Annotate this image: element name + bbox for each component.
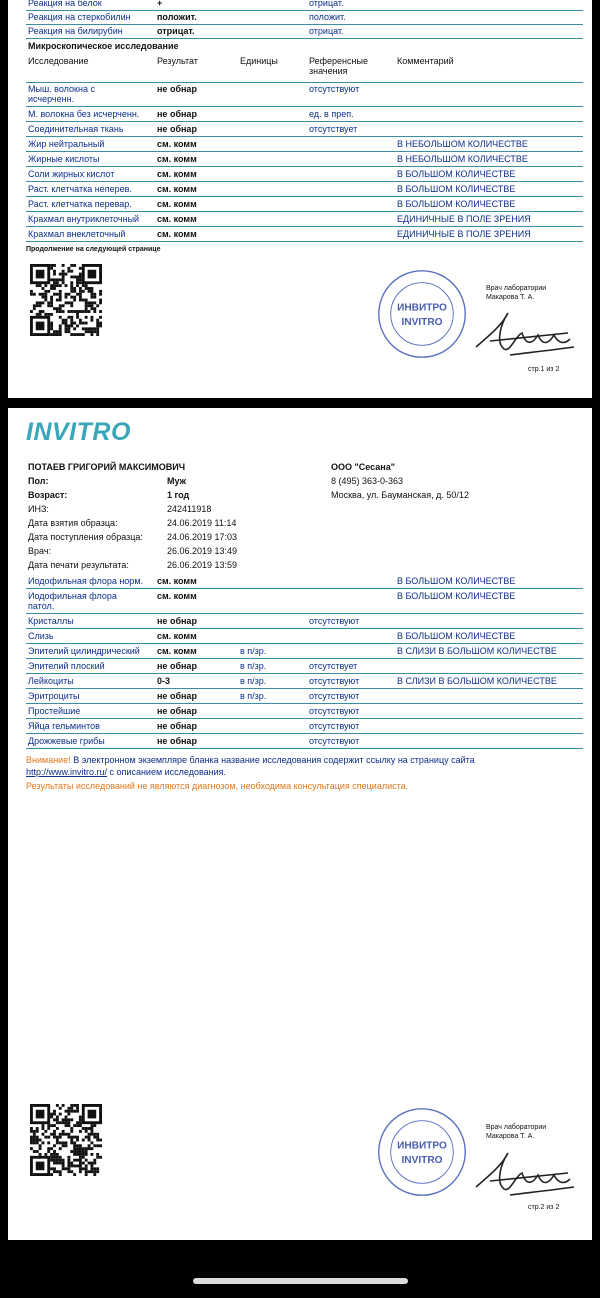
table-row (26, 644, 583, 659)
header-ref-2: значения (309, 66, 348, 76)
row-name: Реакция на белок (28, 0, 102, 8)
invitro-logo: INVITRO (26, 418, 131, 446)
qr-code (30, 1104, 102, 1176)
header-name: Исследование (28, 56, 89, 66)
signature-image (470, 305, 580, 360)
table-row (26, 152, 583, 167)
row-name: Соли жирных кислот (28, 169, 115, 179)
row-name: Слизь (28, 631, 54, 641)
row-comment: ЕДИНИЧНЫЕ В ПОЛЕ ЗРЕНИЯ (397, 229, 531, 239)
row-comment: В СЛИЗИ В БОЛЬШОМ КОЛИЧЕСТВЕ (397, 646, 557, 656)
row-name: М. волокна без исчерченн. (28, 109, 140, 119)
table-row (26, 182, 583, 197)
row-comment: В БОЛЬШОМ КОЛИЧЕСТВЕ (397, 576, 516, 586)
row-name: Соединительная ткань (28, 124, 124, 134)
table-row (26, 614, 583, 629)
continued-note: Продолжение на следующей странице (26, 246, 161, 253)
field-label: Пол: (28, 476, 49, 486)
row-comment: В СЛИЗИ В БОЛЬШОМ КОЛИЧЕСТВЕ (397, 676, 557, 686)
note-attention: Внимание! (26, 755, 71, 765)
header-ref: Референсные (309, 56, 368, 66)
doctor-label: Врач лаборатории (486, 285, 547, 292)
row-ref: ед. в преп. (309, 109, 354, 119)
svg-text:INVITRO: INVITRO (401, 1155, 443, 1167)
field-value: 242411918 (167, 504, 212, 514)
row-result: + (157, 0, 163, 8)
table-row (26, 659, 583, 674)
header-units: Единицы (240, 56, 278, 66)
svg-text:ИНВИТРО: ИНВИТРО (397, 1140, 447, 1152)
field-value: 26.06.2019 13:59 (167, 560, 238, 570)
row-name: Реакция на билирубин (28, 26, 123, 36)
table-row (26, 227, 583, 242)
table-row (26, 122, 583, 137)
row-name: Лейкоциты (28, 676, 74, 686)
home-indicator[interactable] (193, 1278, 408, 1284)
row-result: см. комм (157, 214, 197, 224)
row-ref: отсутствуют (309, 676, 360, 686)
patient-name: ПОТАЕВ ГРИГОРИЙ МАКСИМОВИЧ (28, 462, 186, 472)
row-ref: отсутствуют (309, 84, 360, 94)
row-result: не обнар (157, 736, 197, 746)
row-name-cont: исчерченн. (28, 94, 75, 104)
table-row (26, 197, 583, 212)
row-name: Жирные кислоты (28, 154, 100, 164)
table-row (26, 689, 583, 704)
row-result: см. комм (157, 576, 197, 586)
row-name: Крахмал внеклеточный (28, 229, 126, 239)
row-units: в п/зр. (240, 646, 267, 656)
row-result: отрицат. (157, 26, 195, 36)
invitro-link[interactable]: http://www.invitro.ru/ (26, 767, 108, 777)
doctor-name: Макарова Т. А. (486, 294, 535, 301)
row-ref: отсутствуют (309, 616, 360, 626)
row-comment: ЕДИНИЧНЫЕ В ПОЛЕ ЗРЕНИЯ (397, 214, 531, 224)
row-result: не обнар (157, 706, 197, 716)
disclaimer: Результаты исследований не являются диагнозом, необходима консультация специалиста. (26, 781, 409, 791)
row-name: Иодофильная флора норм. (28, 576, 144, 586)
table-row (26, 734, 583, 749)
row-result: положит. (157, 12, 197, 22)
row-comment: В БОЛЬШОМ КОЛИЧЕСТВЕ (397, 591, 516, 601)
row-name: Раст. клетчатка перевар. (28, 199, 132, 209)
svg-text:ИНВИТРО: ИНВИТРО (397, 302, 447, 314)
row-result: см. комм (157, 184, 197, 194)
row-name: Раст. клетчатка неперев. (28, 184, 132, 194)
row-result: см. комм (157, 591, 197, 601)
field-value: 24.06.2019 11:14 (167, 518, 237, 528)
table-row (26, 107, 583, 122)
row-result: см. комм (157, 631, 197, 641)
report-page-1 (8, 0, 592, 398)
table-row (26, 674, 583, 689)
row-units: в п/зр. (240, 676, 267, 686)
doctor-label: Врач лаборатории (486, 1124, 547, 1131)
field-value: 1 год (167, 490, 190, 500)
row-ref: отрицат. (309, 0, 344, 8)
org-address: Москва, ул. Бауманская, д. 50/12 (331, 490, 469, 500)
table-row (26, 704, 583, 719)
org-name: ООО "Сесана" (331, 462, 395, 472)
row-name-cont: патол. (28, 601, 55, 611)
row-result: не обнар (157, 109, 197, 119)
row-result: не обнар (157, 84, 197, 94)
table-row (26, 24, 583, 39)
row-name: Яйца гельминтов (28, 721, 100, 731)
lab-stamp (376, 268, 468, 360)
row-ref: положит. (309, 12, 346, 22)
row-name: Дрожжевые грибы (28, 736, 105, 746)
row-name: Жир нейтральный (28, 139, 105, 149)
row-name: Иодофильная флора (28, 591, 117, 601)
lab-stamp (376, 1106, 468, 1198)
field-label: Дата поступления образца: (28, 532, 143, 542)
doctor-name: Макарова Т. А. (486, 1133, 535, 1140)
field-label: Дата печати результата: (28, 560, 129, 570)
row-name: Эпителий плоский (28, 661, 105, 671)
row-name: Эритроциты (28, 691, 80, 701)
row-name: Мыш. волокна с (28, 84, 95, 94)
row-result: не обнар (157, 124, 197, 134)
section-title: Микроскопическое исследование (28, 41, 179, 51)
page-number: стр.1 из 2 (528, 366, 560, 373)
row-name: Эпителий цилиндрический (28, 646, 140, 656)
row-result: см. комм (157, 229, 197, 239)
row-result: см. комм (157, 646, 197, 656)
row-result: см. комм (157, 199, 197, 209)
row-ref: отсутствует (309, 661, 358, 671)
table-row (26, 589, 583, 614)
table-row (26, 574, 583, 589)
svg-text:INVITRO: INVITRO (401, 317, 443, 329)
table-row (26, 167, 583, 182)
field-label: Врач: (28, 546, 52, 556)
table-row (26, 719, 583, 734)
field-value: 24.06.2019 17:03 (167, 532, 238, 542)
table-row (26, 82, 583, 107)
row-ref: отсутствуют (309, 706, 360, 716)
row-units: в п/зр. (240, 661, 267, 671)
field-value: 26.06.2019 13:49 (167, 546, 238, 556)
row-ref: отсутствует (309, 124, 358, 134)
row-comment: В БОЛЬШОМ КОЛИЧЕСТВЕ (397, 169, 516, 179)
report-page-2 (8, 408, 592, 1240)
org-phone: 8 (495) 363-0-363 (331, 476, 404, 486)
row-result: не обнар (157, 616, 197, 626)
row-comment: В БОЛЬШОМ КОЛИЧЕСТВЕ (397, 184, 516, 194)
field-value: Муж (167, 476, 186, 486)
row-units: в п/зр. (240, 691, 267, 701)
table-row (26, 10, 583, 25)
row-comment: В НЕБОЛЬШОМ КОЛИЧЕСТВЕ (397, 154, 528, 164)
row-result: см. комм (157, 169, 197, 179)
row-ref: отсутствуют (309, 691, 360, 701)
row-ref: отсутствуют (309, 736, 360, 746)
field-label: Дата взятия образца: (28, 518, 118, 528)
row-comment: В БОЛЬШОМ КОЛИЧЕСТВЕ (397, 199, 516, 209)
header-comment: Комментарий (397, 56, 454, 66)
signature-image (470, 1145, 580, 1200)
row-comment: В БОЛЬШОМ КОЛИЧЕСТВЕ (397, 631, 516, 641)
table-header (26, 54, 583, 83)
note-text: В электронном экземпляре бланка название исследования содержит ссылку на страницу сайта (70, 755, 475, 765)
electronic-note (26, 754, 475, 778)
row-result: см. комм (157, 154, 197, 164)
row-ref: отсутствуют (309, 721, 360, 731)
field-label: Возраст: (28, 490, 68, 500)
qr-code (30, 264, 102, 336)
page-number: стр.2 из 2 (528, 1204, 560, 1211)
row-comment: В НЕБОЛЬШОМ КОЛИЧЕСТВЕ (397, 139, 528, 149)
row-result: не обнар (157, 691, 197, 701)
row-result: не обнар (157, 721, 197, 731)
row-result: 0-3 (157, 676, 171, 686)
row-result: см. комм (157, 139, 197, 149)
row-name: Простейшие (28, 706, 81, 716)
row-name: Кристаллы (28, 616, 74, 626)
table-row (26, 137, 583, 152)
row-name: Крахмал внутриклеточный (28, 214, 140, 224)
table-row (26, 212, 583, 227)
note-text-2: с описанием исследования. (107, 767, 227, 777)
table-row (26, 629, 583, 644)
field-label: ИНЗ: (28, 504, 49, 514)
row-result: не обнар (157, 661, 197, 671)
header-result: Результат (157, 56, 198, 66)
row-name: Реакция на стеркобилин (28, 12, 131, 22)
row-ref: отрицат. (309, 26, 344, 36)
